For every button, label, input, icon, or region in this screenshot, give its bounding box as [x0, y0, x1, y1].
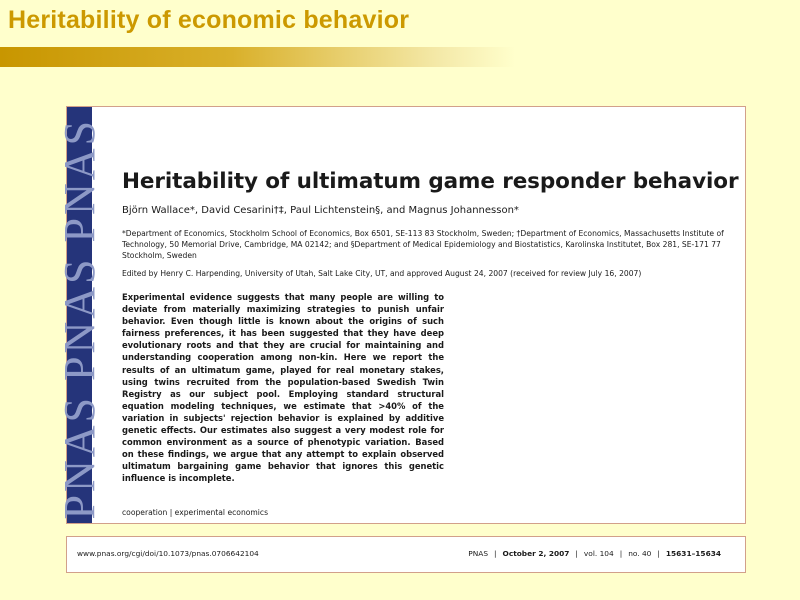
separator: | — [619, 549, 623, 558]
issue-date: October 2, 2007 — [502, 549, 570, 558]
pnas-side-band — [55, 107, 104, 523]
doi-url: www.pnas.org/cgi/doi/10.1073/pnas.0706642104 — [77, 549, 259, 558]
paper-keywords: cooperation | experimental economics — [122, 508, 269, 517]
issue-number: no. 40 — [628, 549, 652, 558]
pnas-watermark: PNAS PNAS PNAS — [55, 117, 104, 519]
paper-edited-by: Edited by Henry C. Harpending, University of Utah, Salt Lake City, UT, and approved August 24, 2007 (received for review July 16, 2007) — [122, 269, 642, 278]
paper-screenshot — [55, 106, 746, 524]
slide-title: Heritability of economic behavior — [8, 6, 410, 34]
paper-affiliations: *Department of Economics, Stockholm School of Economics, Box 6501, SE-113 83 Stockholm, Sweden; †Department of Economics, Massachusetts Institute of Technology, 50 Memorial Drive, Cambridge, MA 02142; and §Department of Medical Epidemiology and Biostatistics, Karolinska Institutet, Box 281, SE-171 77 Stockholm, Sweden — [122, 229, 724, 260]
journal-name: PNAS — [468, 549, 489, 558]
separator: | — [575, 549, 578, 558]
page-range: 15631–15634 — [665, 549, 721, 558]
citation-info — [468, 549, 721, 558]
separator: | — [657, 549, 660, 558]
paper-abstract: Experimental evidence suggests that many people are willing to deviate from materially maximizing strategies to punish unfair behavior. Even though little is known about the origins of such fairness preferences, it has been suggested that they have deep evolutionary roots and that they are crucial for maintaining and understanding cooperation among non-kin. Here we report the results of an ultimatum game, played for real monetary stakes, using twins recruited from the population-based Swedish Twin Registry as our subject pool. Employing standard structural equation modeling techniques, we estimate that >40% of the variation in subjects' rejection behavior is explained by additive genetic effects. Our estimates also suggest a very modest role for common environment as a source of phenotypic variation. Based on these findings, we argue that any attempt to explain observed ultimatum bargaining game behavior that ignores this genetic influence is incomplete. — [122, 292, 444, 484]
title-underline-bar — [0, 47, 515, 67]
paper-title: Heritability of ultimatum game responder behavior — [122, 169, 739, 194]
paper-footer — [66, 536, 746, 573]
separator: | — [494, 549, 497, 558]
volume: vol. 104 — [583, 549, 614, 558]
paper-authors: Björn Wallace*, David Cesarini†‡, Paul Lichtenstein§, and Magnus Johannesson* — [122, 205, 519, 216]
